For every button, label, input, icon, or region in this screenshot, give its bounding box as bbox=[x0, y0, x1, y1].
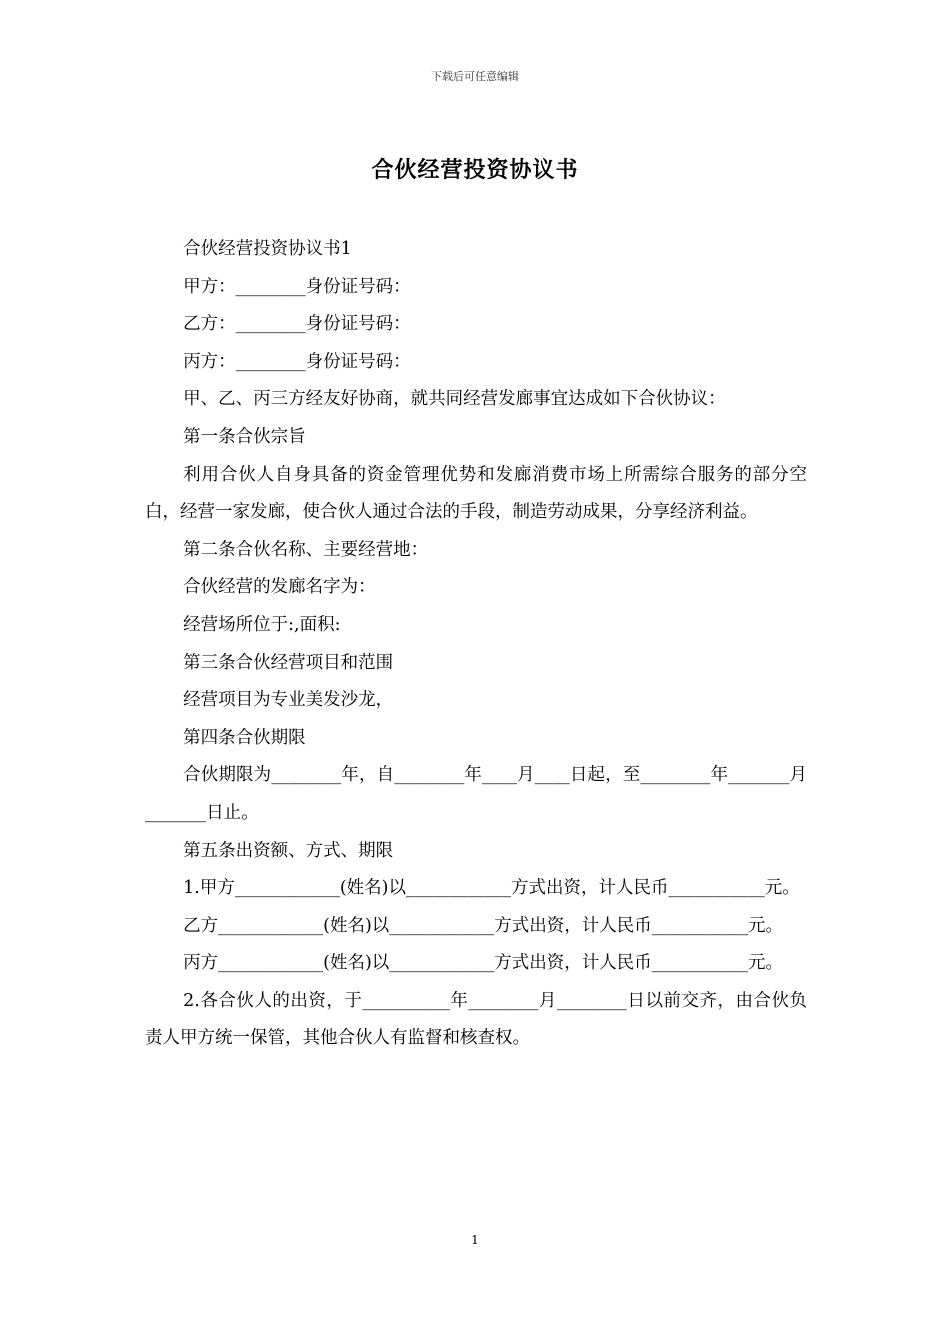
contribution-party-b: 乙方____________(姓名)以____________方式出资，计人民币___________元。 bbox=[183, 915, 784, 936]
preamble-paragraph: 甲、乙、丙三方经友好协商，就共同经营发廊事宜达成如下合伙协议： bbox=[183, 389, 726, 410]
document-body bbox=[145, 231, 807, 1058]
article-2-heading: 第二条合伙名称、主要经营地： bbox=[183, 539, 429, 560]
business-scope-line: 经营项目为专业美发沙龙， bbox=[183, 690, 394, 711]
contribution-deadline: 2.各合伙人的出资，于__________年________月________日以前交齐，由合伙负责人甲方统一保管，其他合伙人有监督和核查权。 bbox=[145, 990, 807, 1049]
document-title: 合伙经营投资协议书 bbox=[371, 157, 579, 183]
article-4-heading: 第四条合伙期限 bbox=[183, 727, 306, 748]
term-paragraph: 合伙期限为________年，自________年____月____日起，至________年_______月_______日止。 bbox=[145, 765, 807, 823]
subtitle-line: 合伙经营投资协议书1 bbox=[183, 239, 352, 259]
party-a-line: 甲方：________身份证号码： bbox=[183, 276, 411, 297]
salon-name-line: 合伙经营的发廊名字为： bbox=[183, 577, 376, 598]
party-c-line: 丙方：________身份证号码： bbox=[183, 351, 411, 372]
contribution-party-a: 1.甲方____________(姓名)以____________方式出资，计人民币___________元。 bbox=[183, 878, 800, 899]
article-5-heading: 第五条出资额、方式、期限 bbox=[183, 840, 394, 861]
party-b-line: 乙方：________身份证号码： bbox=[183, 314, 411, 335]
page-header-note: 下载后可任意编辑 bbox=[431, 70, 519, 83]
article-3-heading: 第三条合伙经营项目和范围 bbox=[183, 652, 394, 673]
location-line: 经营场所位于:,面积: bbox=[183, 614, 341, 635]
article-1-body: 利用合伙人自身具备的资金管理优势和发廊消费市场上所需综合服务的部分空白，经营一家发廊，使合伙人通过合法的手段，制造劳动成果，分享经济利益。 bbox=[145, 464, 807, 523]
article-1-heading: 第一条合伙宗旨 bbox=[183, 426, 306, 447]
contribution-party-c: 丙方____________(姓名)以____________方式出资，计人民币___________元。 bbox=[183, 953, 784, 974]
page-number: 1 bbox=[471, 1233, 479, 1247]
